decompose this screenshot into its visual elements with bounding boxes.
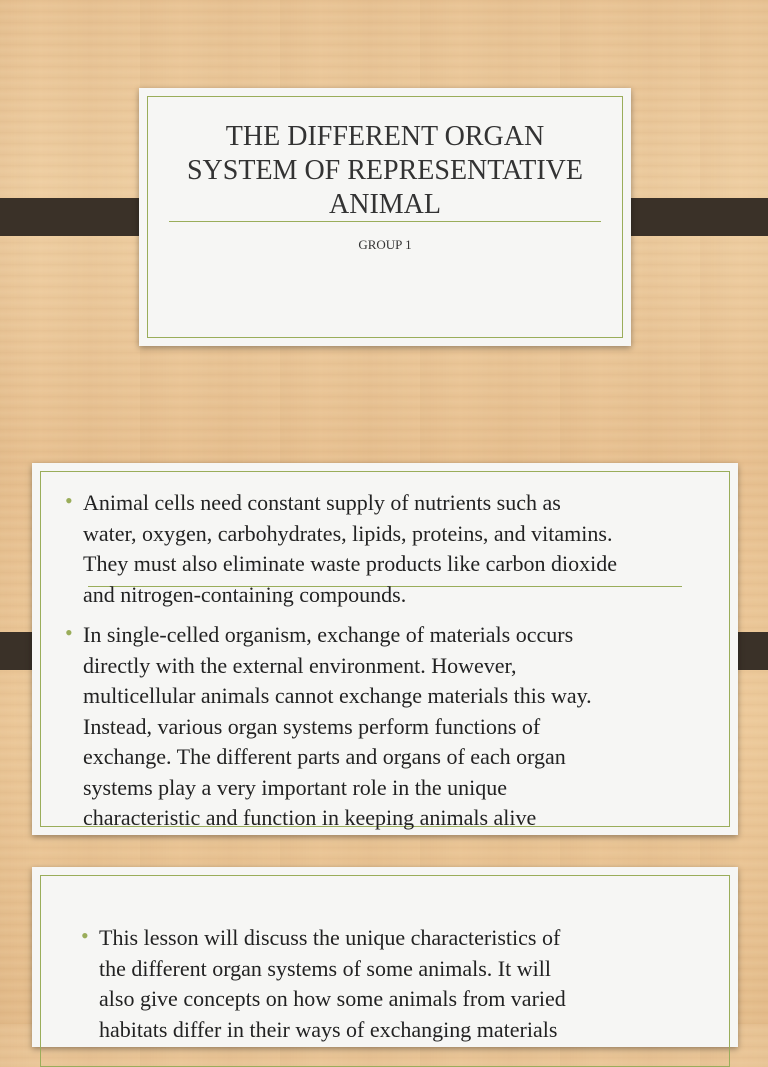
title-divider <box>169 221 601 222</box>
bullet-line: They must also eliminate waste products like carbon dioxide <box>83 551 617 576</box>
bullet-dot: • <box>81 923 89 948</box>
title-line: ANIMAL <box>329 189 441 220</box>
slide-title <box>159 120 611 222</box>
right-bar-slide-1 <box>613 198 768 236</box>
bullet-line: and nitrogen-containing compounds. <box>83 581 407 607</box>
bullet-line: characteristic and function in keeping animals alive <box>83 805 537 830</box>
bullet-line: habitats differ in their ways of exchanging materials <box>99 1016 558 1042</box>
bullet-line: In single-celled organism, exchange of materials occurs <box>83 622 574 647</box>
bullet-item <box>65 488 723 610</box>
content-slide-2[interactable] <box>32 463 738 835</box>
bullet-line: exchange. The different parts and organs of each organ <box>83 744 566 769</box>
bullet-line: also give concepts on how some animals from varied <box>99 986 566 1011</box>
bullet-line: Animal cells need constant supply of nutrients such as <box>83 490 561 515</box>
bullet-dot: • <box>65 620 73 645</box>
bullet-line: This lesson will discuss the unique characteristics of <box>99 925 561 950</box>
bullet-line: Instead, various organ systems perform functions of <box>83 713 541 739</box>
bullet-line: multicellular animals cannot exchange materials this way. <box>83 683 592 708</box>
bullet-item <box>65 620 723 834</box>
title-slide[interactable] <box>139 88 631 346</box>
left-bar-slide-1 <box>0 198 155 236</box>
content-slide-3[interactable] <box>32 867 738 1047</box>
title-line: SYSTEM OF REPRESENTATIVE <box>186 155 584 186</box>
bullet-line: water, oxygen, carbohydrates, lipids, proteins, and vitamins. <box>83 520 613 546</box>
bullet-line: systems play a very important role in the unique <box>83 774 508 800</box>
bullet-line: the different organ systems of some animals. It will <box>99 955 551 981</box>
title-line: THE DIFFERENT ORGAN <box>225 121 545 152</box>
bullet-item <box>81 923 719 1045</box>
bullet-line: directly with the external environment. However, <box>83 652 517 678</box>
bullet-dot: • <box>65 488 73 513</box>
slide-subtitle: GROUP 1 <box>358 237 412 252</box>
